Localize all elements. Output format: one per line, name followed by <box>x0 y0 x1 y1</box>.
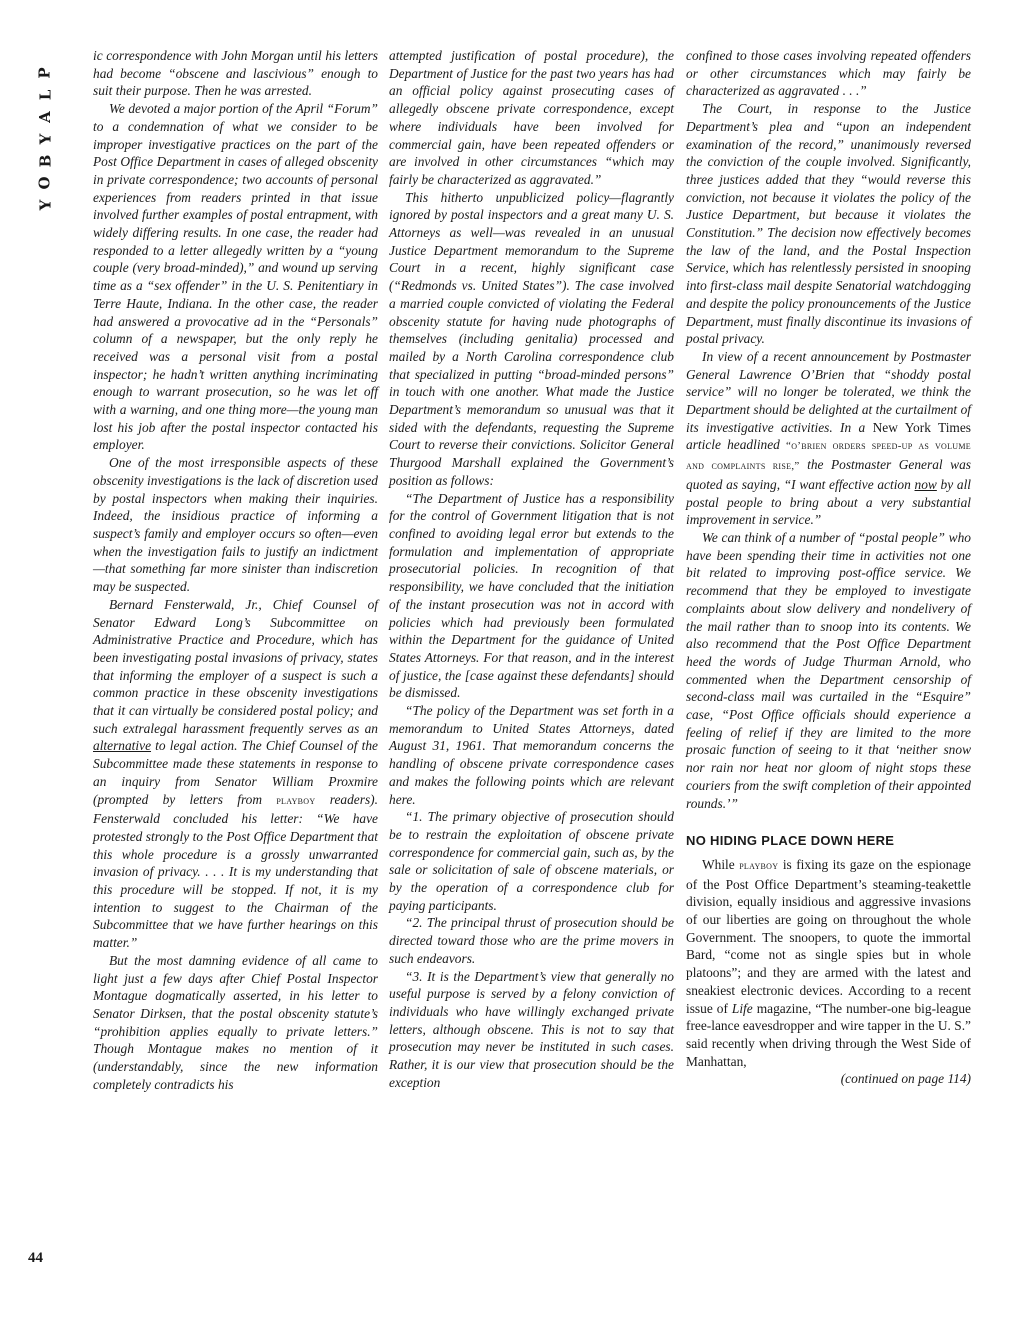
continued-line: (continued on page 114) <box>840 1071 971 1087</box>
playboy-smallcaps: playboy <box>276 794 316 807</box>
paragraph: This hitherto unpublicized policy—flagrantly ignored by postal inspectors and a great many U. S. Attorneys as well—was revealed in an unusual Justice Department memorandum to the Supreme Court in a recent, highly significant case (“Redmonds vs. United States”). The case involved a married couple convicted of violating the Federal obscenity statute for having nude photographs of themselves (including genitalia) processed and mailed by a North Carolina correspondence club that specialized in putting “broad-minded persons” in touch with one another. What made the Justice Department’s memorandum so unusual was that it sided with the defendants, requesting the Supreme Court to reverse their convictions. Solicitor General Thurgood Marshall explained the Government’s position as follows: <box>389 189 674 488</box>
masthead-letter: Y <box>36 133 54 145</box>
paragraph: We devoted a major portion of the April “Forum” to a condemnation of what we consider to be improper investigative practices on the part of the Post Office Department in cases of alleged obscenity in private correspondence; two accounts of personal experiences from readers printed in that issue involved further examples of postal entrapment, with widely differing results. In one case, the reader had responded to a letter allegedly written by a “young couple (very broad-minded),” and wound up serving time as a “sex offender” in the U. S. Penitentiary in Terre Haute, Indiana. In the other case, the reader had answered a provocative ad in the “Personals” column of a newspaper, but the only reply he received was a personal visit from a postal inspector; he hadn’t written anything incriminating enough to warrant prosecution, so he was let off with a warning, and one thing more—the young man lost his job after the postal inspector contacted his employer. <box>93 101 378 453</box>
text-run: article headlined <box>686 437 780 453</box>
text-column-3 <box>686 47 971 1088</box>
section-heading: NO HIDING PLACE DOWN HERE <box>686 833 895 849</box>
paragraph: We can think of a number of “postal people” who have been spending their time in activities not one bit related to improving post-office service. We recommend that they be employed to investigate complaints about slow delivery and nondelivery of the mail rather than to snoop into its contents. We also recommend that the Post Office Department heed the words of Judge Thurman Arnold, who commented when the Department censorship of second-class mail was curtailed in the “Esquire” case, “Post Office officials should experience a feeling of relief if they are limited to the more prosaic function of seeing to it that ‘neither snow nor rain nor heat nor gloom of night stops these couriers from the swift completion of their appointed rounds.’” <box>686 529 971 811</box>
text-run: readers). Fensterwald concluded his letter: “We have protested strongly to the Post Office Department that this whole procedure is a grossly unwarranted invasion of privacy. . . . It is my understanding that this procedure will be stopped. If not, it is my intention to suggest to the Chairman of the Subcommittee that we have further hearings on this matter.” <box>93 791 378 951</box>
page-number: 44 <box>28 1250 43 1266</box>
paragraph: “The Department of Justice has a responsibility for the control of Government litigation that is not confined to avoiding legal error but extends to the formulation and implementation of appropriate prosecutorial policies. In recognition of that responsibility, we have concluded that the initiation of the instant prosecution was not in accord with policies which had previously been formulated within the Department for the guidance of United States Attorneys. For that reason, and in the interest of justice, the [case against these defendants] should be dismissed. <box>389 490 674 701</box>
paragraph: One of the most irresponsible aspects of these obscenity investigations is the lack of discretion used by postal inspectors when making their inquiries. Indeed, the insidious practice of informing a suspect’s family and employer occurs so often—even when the investigation fails to justify an indictment—that something far more sinister than indiscretion may be suspected. <box>93 455 378 595</box>
paragraph: But the most damning evidence of all came to light just a few days after Chief Postal Inspector Montague dogmatically asserted, in his letter to Senator Dirksen, that the postal obscenity statute’s “prohibition applies equally to private letters.” Though Montague makes no mention of it (understandably, since the new information completely contradicts his <box>93 952 378 1092</box>
paragraph <box>93 596 378 952</box>
paragraph: “The policy of the Department was set forth in a memorandum to United States Attorneys, dated August 31, 1961. That memorandum concerns the handling of obscene private correspondence cases and makes the following points which are relevant here. <box>389 703 674 807</box>
masthead-letter: P <box>36 67 54 79</box>
paragraph: The Court, in response to the Justice Department’s plea and “upon an independent examination of the record,” unanimously reversed the conviction of the couple involved. Significantly, three justices added that they “would reverse this conviction, not because it violates the policy of the Justice Department, but because it violates the Constitution.” The decision now effectively becomes the law of the land, and the Postal Inspection Service, which has relentlessly persisted in snooping into first-class mail despite Senatorial watchdogging and despite the policy pronouncements of the Justice Department, must finally discontinue its invasions of postal privacy. <box>686 101 971 347</box>
masthead-letter: L <box>35 89 54 101</box>
underlined-word: now <box>914 476 937 492</box>
text-run: is fixing its gaze on the espionage of the Post Office Department’s steaming-teakettle division, equally insidious and aggressive invasions of our liberties are going on throughout the whole Government. The snoopers, to quote the immortal Bard, “come not as single spies but in whole platoons”; and they are armed with the latest and sneakiest electronic devices. According to a recent issue of <box>686 856 971 1016</box>
underlined-word: alternative <box>93 738 152 754</box>
text-run: magazine, “The number-one big-league free-lance eavesdropper and wire tapper in the U. S.” said recently when driving through the West Side of Manhattan, <box>686 1000 971 1069</box>
paragraph: “2. The principal thrust of prosecution should be directed toward those who are the prime movers in such endeavors. <box>389 915 674 966</box>
masthead-letter: A <box>35 111 54 123</box>
paragraph: ic correspondence with John Morgan until his letters had become “obscene and lascivious” enough to suit their purpose. Then he was arrested. <box>93 48 378 99</box>
headline-smallcaps: “o’brien orders speed-up as volume and complaints rise,” <box>686 440 971 473</box>
paragraph: “1. The primary objective of prosecution should be to restrain the exploitation of obscene private correspondence for commercial gain, such as, by the sale or solicitation of sale of obscene materials, or by the operation of a correspondence club for paying participants. <box>389 809 674 913</box>
paragraph: “3. It is the Department’s view that generally no useful purpose is served by a felony conviction of individuals who have willingly exchanged private letters, although obscene. This is not to say that prosecution may never be instituted in such cases. Rather, it is our view that prosecution should be the exception <box>389 968 674 1090</box>
text-run: the Postmaster General was quoted as saying, “I want effective action <box>686 457 971 492</box>
newspaper-title: New York Times <box>872 419 971 435</box>
masthead-letter: O <box>35 176 54 190</box>
text-column-1 <box>93 47 378 1093</box>
masthead-letter: B <box>36 154 54 168</box>
masthead-letter: Y <box>36 199 54 211</box>
text-run: by all postal people to bring about a very substantial improvement in service.” <box>686 476 972 528</box>
paragraph: confined to those cases involving repeated offenders or other circumstances which may fairly be characterized as aggravated . . .” <box>686 48 971 99</box>
text-run: While <box>702 856 735 872</box>
text-run: In view of a recent announcement by Postmaster General Lawrence O’Brien that “shoddy postal service” will no longer be tolerated, we think the Department should be delighted at the curtailment of its investigative activities. In a <box>686 348 971 435</box>
paragraph <box>686 348 971 529</box>
magazine-masthead <box>30 62 60 216</box>
text-run: to legal action. The Chief Counsel of the Subcommittee made these statements in response to an inquiry from Senator William Proxmire (prompted by letters from <box>93 738 378 807</box>
text-run: Bernard Fensterwald, Jr., Chief Counsel of Senator Edward Long’s Subcommittee on Administrative Practice and Procedure, which has been investigating postal invasions of privacy, states that informing the employer of a suspect is such a common practice in these obscenity investigations that it can virtually be considered postal policy; and such extralegal harassment frequently serves as an <box>93 596 378 736</box>
playboy-smallcaps: playboy <box>739 859 779 872</box>
paragraph <box>686 856 971 1070</box>
magazine-title: Life <box>731 1000 753 1016</box>
paragraph: attempted justification of postal procedure), the Department of Justice for the past two years has had an official policy against prosecuting cases of allegedly obscene private correspondence, except where individuals have been involved for commercial gain, have been repeated offenders or are involved in other circumstances “which may fairly be characterized as aggravated.” <box>389 48 674 187</box>
text-column-2 <box>389 47 674 1091</box>
